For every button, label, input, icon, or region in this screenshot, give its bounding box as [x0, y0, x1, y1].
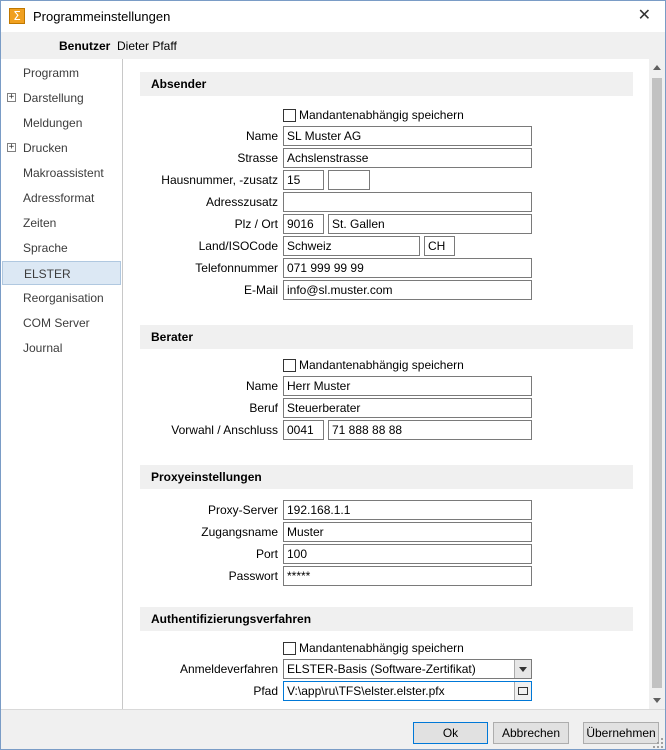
sidebar-item-label: Reorganisation	[23, 291, 104, 305]
checkbox-label: Mandantenabhängig speichern	[299, 358, 464, 372]
absender-mandant-checkbox[interactable]	[283, 109, 296, 122]
sidebar-item-makroassistent[interactable]	[2, 161, 121, 185]
land-iso-label: Land/ISOCode	[198, 239, 278, 253]
sigma-app-icon: Σ	[9, 8, 25, 24]
settings-sidebar	[2, 59, 123, 709]
sidebar-item-label: Darstellung	[23, 91, 84, 105]
beruf-field[interactable]: Steuerberater	[283, 398, 532, 418]
sidebar-item-reorganisation[interactable]	[2, 286, 121, 310]
sidebar-item-label: Programm	[23, 66, 80, 80]
sidebar-item-programm[interactable]	[2, 61, 121, 85]
sidebar-item-label: COM Server	[23, 316, 90, 330]
pfad-value: V:\app\ru\TFS\elster.elster.pfx	[287, 684, 445, 698]
adresszusatz-label: Adresszusatz	[205, 195, 278, 209]
passwort-field[interactable]: *****	[283, 566, 532, 586]
resize-grip-icon[interactable]	[653, 738, 663, 748]
hausnummer-field[interactable]: 15	[283, 170, 324, 190]
sidebar-item-label: Meldungen	[23, 116, 83, 130]
plz-ort-label: Plz / Ort	[234, 217, 278, 231]
sidebar-item-meldungen[interactable]	[2, 111, 121, 135]
adresszusatz-field[interactable]	[283, 192, 532, 212]
sidebar-item-elster[interactable]	[2, 261, 121, 285]
sidebar-item-journal[interactable]	[2, 336, 121, 360]
anmeldeverfahren-value: ELSTER-Basis (Software-Zertifikat)	[287, 662, 476, 676]
port-label: Port	[255, 547, 278, 561]
window-title: Programmeinstellungen	[33, 9, 171, 24]
zugangsname-label: Zugangsname	[201, 525, 278, 539]
sidebar-item-label: Adressformat	[23, 191, 95, 205]
passwort-label: Passwort	[228, 569, 278, 583]
sidebar-item-sprache[interactable]	[2, 236, 121, 260]
scroll-up-arrow-icon[interactable]	[649, 59, 665, 76]
chevron-down-icon[interactable]	[514, 660, 531, 678]
auth-mandant-checkbox[interactable]	[283, 642, 296, 655]
user-label: Benutzer	[59, 39, 111, 53]
sidebar-item-label: Makroassistent	[23, 166, 104, 180]
name-label: Name	[245, 129, 278, 143]
telefon-label: Telefonnummer	[195, 261, 278, 275]
iso-code-field[interactable]: CH	[424, 236, 455, 256]
section-header-auth: Authentifizierungsverfahren	[140, 607, 633, 631]
sidebar-item-drucken[interactable]	[2, 136, 121, 160]
expand-plus-icon[interactable]: +	[8, 92, 15, 102]
ort-field[interactable]: St. Gallen	[328, 214, 532, 234]
land-field[interactable]: Schweiz	[283, 236, 420, 256]
sidebar-item-darstellung[interactable]	[2, 86, 121, 110]
sidebar-item-label: Journal	[23, 341, 63, 355]
anmeldeverfahren-label: Anmeldeverfahren	[179, 662, 278, 676]
berater-name-field[interactable]: Herr Muster	[283, 376, 532, 396]
vertical-scrollbar[interactable]	[649, 59, 665, 709]
pfad-field[interactable]	[283, 681, 532, 701]
user-name: Dieter Pfaff	[117, 39, 177, 53]
plz-field[interactable]: 9016	[283, 214, 324, 234]
anmeldeverfahren-select[interactable]	[283, 659, 532, 679]
proxy-server-field[interactable]: 192.168.1.1	[283, 500, 532, 520]
apply-button[interactable]: Übernehmen	[583, 722, 659, 744]
pfad-label: Pfad	[253, 684, 278, 698]
elster-settings-panel	[129, 59, 649, 709]
telefon-field[interactable]: 071 999 99 99	[283, 258, 532, 278]
folder-icon	[518, 687, 528, 695]
hausnummer-label: Hausnummer, -zusatz	[161, 173, 278, 187]
section-header-berater: Berater	[140, 325, 633, 349]
dialog-footer	[1, 709, 665, 750]
absender-name-field[interactable]: SL Muster AG	[283, 126, 532, 146]
user-bar	[1, 32, 665, 59]
sidebar-item-label: ELSTER	[24, 267, 71, 281]
vorwahl-anschluss-label: Vorwahl / Anschluss	[171, 423, 278, 437]
sidebar-item-adressformat[interactable]	[2, 186, 121, 210]
checkbox-label: Mandantenabhängig speichern	[299, 108, 464, 122]
cancel-button[interactable]: Abbrechen	[493, 722, 569, 744]
zugangsname-field[interactable]: Muster	[283, 522, 532, 542]
sidebar-item-zeiten[interactable]	[2, 211, 121, 235]
berater-name-label: Name	[245, 379, 278, 393]
hausnummer-zusatz-field[interactable]	[328, 170, 370, 190]
strasse-field[interactable]: Achslenstrasse	[283, 148, 532, 168]
beruf-label: Beruf	[249, 401, 278, 415]
expand-plus-icon[interactable]: +	[8, 142, 15, 152]
browse-folder-button[interactable]	[514, 682, 531, 700]
title-bar[interactable]	[1, 1, 665, 31]
checkbox-label: Mandantenabhängig speichern	[299, 641, 464, 655]
berater-mandant-checkbox[interactable]	[283, 359, 296, 372]
section-header-absender: Absender	[140, 72, 633, 96]
vorwahl-field[interactable]: 0041	[283, 420, 324, 440]
scroll-down-arrow-icon[interactable]	[649, 692, 665, 709]
port-field[interactable]: 100	[283, 544, 532, 564]
sidebar-item-com-server[interactable]	[2, 311, 121, 335]
email-field[interactable]: info@sl.muster.com	[283, 280, 532, 300]
close-button[interactable]: ✕	[637, 5, 651, 24]
sidebar-item-label: Sprache	[23, 241, 68, 255]
section-header-proxy: Proxyeinstellungen	[140, 465, 633, 489]
strasse-label: Strasse	[237, 151, 278, 165]
proxy-server-label: Proxy-Server	[207, 503, 278, 517]
scrollbar-thumb[interactable]	[652, 78, 662, 688]
sidebar-item-label: Zeiten	[23, 216, 57, 230]
sidebar-item-label: Drucken	[23, 141, 68, 155]
email-label: E-Mail	[243, 283, 278, 297]
ok-button[interactable]: Ok	[413, 722, 488, 744]
anschluss-field[interactable]: 71 888 88 88	[328, 420, 532, 440]
